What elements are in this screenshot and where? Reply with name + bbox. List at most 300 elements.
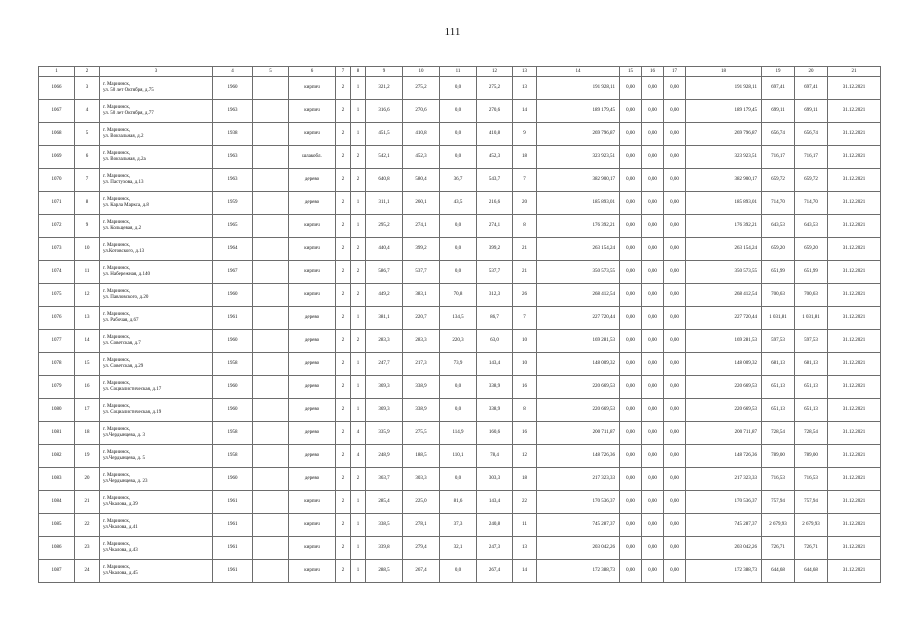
column-number: 10 (403, 67, 440, 77)
area-col12-cell: 274,1 (477, 215, 513, 238)
unit-cost-cell: 643,53 (762, 215, 795, 238)
col13-count-cell: 7 (513, 169, 537, 192)
living-area-cell: 338,9 (403, 376, 440, 399)
floors-cell: 2 (336, 169, 351, 192)
page-number: 111 (444, 26, 461, 38)
area-col11-cell: 134,5 (440, 307, 477, 330)
floors-cell: 2 (336, 491, 351, 514)
table-row (39, 560, 881, 583)
col15-cell: 0,00 (620, 169, 642, 192)
column-number: 8 (351, 67, 366, 77)
cost-cell: 220 669,53 (537, 399, 620, 422)
col15-cell: 0,00 (620, 353, 642, 376)
registry-number-cell: 1087 (39, 560, 75, 583)
living-area-cell: 580,4 (403, 169, 440, 192)
area-col12-cell: 452,3 (477, 146, 513, 169)
column-5-cell (253, 192, 289, 215)
cost-cell: 263 154,24 (537, 238, 620, 261)
cost-total-cell: 170 536,37 (686, 491, 762, 514)
housing-registry-table (38, 66, 881, 583)
unit-cost-2-cell: 699,11 (795, 100, 828, 123)
registry-number-cell: 1078 (39, 353, 75, 376)
column-number: 5 (253, 67, 289, 77)
entrances-cell: 1 (351, 376, 366, 399)
table-row (39, 215, 881, 238)
entrances-cell: 2 (351, 261, 366, 284)
unit-cost-cell: 714,70 (762, 192, 795, 215)
unit-cost-2-cell: 681,13 (795, 353, 828, 376)
floors-cell: 2 (336, 100, 351, 123)
col13-count-cell: 13 (513, 537, 537, 560)
column-5-cell (253, 491, 289, 514)
table-row (39, 307, 881, 330)
address-street: ул. Вокзальная, д.2а (103, 157, 146, 162)
col17-cell: 0,00 (664, 560, 686, 583)
cost-cell: 745 287,37 (537, 514, 620, 537)
registry-number-cell: 1082 (39, 445, 75, 468)
unit-cost-2-cell: 2 679,93 (795, 514, 828, 537)
address-city: г. Мариинск, (103, 381, 131, 386)
col17-cell: 0,00 (664, 399, 686, 422)
entrances-cell: 1 (351, 215, 366, 238)
floors-cell: 2 (336, 399, 351, 422)
col15-cell: 0,00 (620, 215, 642, 238)
address-cell (100, 261, 213, 284)
living-area-cell: 188,5 (403, 445, 440, 468)
col17-cell: 0,00 (664, 307, 686, 330)
table-row (39, 100, 881, 123)
address-cell (100, 307, 213, 330)
entrances-cell: 1 (351, 514, 366, 537)
year-built-cell: 1960 (213, 468, 253, 491)
column-number: 2 (75, 67, 100, 77)
col16-cell: 0,00 (642, 169, 664, 192)
unit-cost-2-cell: 651,13 (795, 399, 828, 422)
floors-cell: 2 (336, 514, 351, 537)
column-5-cell (253, 77, 289, 100)
living-area-cell: 383,1 (403, 284, 440, 307)
col15-cell: 0,00 (620, 399, 642, 422)
row-index-cell: 12 (75, 284, 100, 307)
table-row (39, 284, 881, 307)
living-area-cell: 399,2 (403, 238, 440, 261)
address-cell (100, 330, 213, 353)
registry-number-cell: 1076 (39, 307, 75, 330)
col16-cell: 0,00 (642, 422, 664, 445)
unit-cost-cell: 700,63 (762, 284, 795, 307)
date-cell: 31.12.2021 (828, 537, 881, 560)
table-row (39, 353, 881, 376)
area-col12-cell: 160,6 (477, 422, 513, 445)
cost-cell: 350 573,55 (537, 261, 620, 284)
living-area-cell: 270,6 (403, 100, 440, 123)
living-area-cell: 279,4 (403, 537, 440, 560)
area-col12-cell: 267,4 (477, 560, 513, 583)
cost-total-cell: 191 928,11 (686, 77, 762, 100)
area-col12-cell: 63,0 (477, 330, 513, 353)
row-index-cell: 11 (75, 261, 100, 284)
area-col12-cell: 338,9 (477, 376, 513, 399)
date-cell: 31.12.2021 (828, 261, 881, 284)
column-number: 4 (213, 67, 253, 77)
col16-cell: 0,00 (642, 284, 664, 307)
col16-cell: 0,00 (642, 192, 664, 215)
floors-cell: 2 (336, 307, 351, 330)
row-index-cell: 20 (75, 468, 100, 491)
unit-cost-2-cell: 714,70 (795, 192, 828, 215)
wall-material-cell: кирпич (289, 514, 336, 537)
registry-number-cell: 1066 (39, 77, 75, 100)
address-city: г. Мариинск, (103, 151, 131, 156)
date-cell: 31.12.2021 (828, 491, 881, 514)
col17-cell: 0,00 (664, 491, 686, 514)
total-area-cell: 311,1 (366, 192, 403, 215)
area-col12-cell: 275,2 (477, 77, 513, 100)
cost-total-cell: 172 388,73 (686, 560, 762, 583)
wall-material-cell: дерево (289, 399, 336, 422)
cost-total-cell: 268 412,54 (686, 284, 762, 307)
column-number: 16 (642, 67, 664, 77)
date-cell: 31.12.2021 (828, 77, 881, 100)
living-area-cell: 275,2 (403, 77, 440, 100)
year-built-cell: 1958 (213, 353, 253, 376)
registry-number-cell: 1067 (39, 100, 75, 123)
address-city: г. Мариинск, (103, 565, 131, 570)
cost-total-cell: 220 669,53 (686, 376, 762, 399)
col16-cell: 0,00 (642, 330, 664, 353)
column-number: 18 (686, 67, 762, 77)
year-built-cell: 1963 (213, 146, 253, 169)
wall-material-cell: дерево (289, 192, 336, 215)
unit-cost-cell: 651,13 (762, 399, 795, 422)
address-city: г. Мариинск, (103, 519, 131, 524)
area-col11-cell: 0,0 (440, 238, 477, 261)
address-city: г. Мариинск, (103, 220, 131, 225)
col13-count-cell: 14 (513, 100, 537, 123)
cost-cell: 148 726,36 (537, 445, 620, 468)
date-cell: 31.12.2021 (828, 353, 881, 376)
address-cell (100, 238, 213, 261)
table-row (39, 399, 881, 422)
area-col11-cell: 114,9 (440, 422, 477, 445)
living-area-cell: 537,7 (403, 261, 440, 284)
column-5-cell (253, 100, 289, 123)
total-area-cell: 640,8 (366, 169, 403, 192)
col17-cell: 0,00 (664, 284, 686, 307)
col13-count-cell: 11 (513, 514, 537, 537)
address-cell (100, 284, 213, 307)
unit-cost-2-cell: 1 031,81 (795, 307, 828, 330)
column-5-cell (253, 123, 289, 146)
living-area-cell: 260,1 (403, 192, 440, 215)
registry-number-cell: 1075 (39, 284, 75, 307)
total-area-cell: 369,3 (366, 399, 403, 422)
wall-material-cell: дерево (289, 330, 336, 353)
date-cell: 31.12.2021 (828, 468, 881, 491)
col16-cell: 0,00 (642, 123, 664, 146)
total-area-cell: 338,5 (366, 514, 403, 537)
unit-cost-cell: 659,72 (762, 169, 795, 192)
year-built-cell: 1963 (213, 169, 253, 192)
address-street: ул. Павловского, д.20 (103, 295, 149, 300)
date-cell: 31.12.2021 (828, 376, 881, 399)
total-area-cell: 440,4 (366, 238, 403, 261)
address-street: ул.Чердынцева, д. 5 (103, 456, 145, 461)
unit-cost-2-cell: 651,13 (795, 376, 828, 399)
col17-cell: 0,00 (664, 215, 686, 238)
unit-cost-cell: 651,13 (762, 376, 795, 399)
registry-number-cell: 1074 (39, 261, 75, 284)
year-built-cell: 1958 (213, 445, 253, 468)
area-col12-cell: 543,7 (477, 169, 513, 192)
address-cell (100, 77, 213, 100)
col16-cell: 0,00 (642, 307, 664, 330)
address-city: г. Мариинск, (103, 289, 131, 294)
address-street: ул. Советская, д.7 (103, 341, 141, 346)
col17-cell: 0,00 (664, 146, 686, 169)
entrances-cell: 1 (351, 491, 366, 514)
col16-cell: 0,00 (642, 399, 664, 422)
entrances-cell: 1 (351, 307, 366, 330)
year-built-cell: 1960 (213, 399, 253, 422)
cost-total-cell: 269 796,87 (686, 123, 762, 146)
cost-cell: 203 042,26 (537, 537, 620, 560)
total-area-cell: 285,4 (366, 491, 403, 514)
table-row (39, 537, 881, 560)
column-5-cell (253, 560, 289, 583)
wall-material-cell: дерево (289, 353, 336, 376)
living-area-cell: 452,3 (403, 146, 440, 169)
unit-cost-cell: 716,17 (762, 146, 795, 169)
unit-cost-2-cell: 728,54 (795, 422, 828, 445)
col13-count-cell: 18 (513, 468, 537, 491)
cost-total-cell: 185 893,01 (686, 192, 762, 215)
registry-number-cell: 1084 (39, 491, 75, 514)
living-area-cell: 410,8 (403, 123, 440, 146)
total-area-cell: 363,7 (366, 468, 403, 491)
cost-total-cell: 227 720,44 (686, 307, 762, 330)
date-cell: 31.12.2021 (828, 399, 881, 422)
unit-cost-cell: 2 679,93 (762, 514, 795, 537)
cost-cell: 268 412,54 (537, 284, 620, 307)
address-city: г. Мариинск, (103, 404, 131, 409)
col17-cell: 0,00 (664, 445, 686, 468)
col17-cell: 0,00 (664, 468, 686, 491)
cost-total-cell: 382 900,17 (686, 169, 762, 192)
entrances-cell: 1 (351, 560, 366, 583)
address-city: г. Мариинск, (103, 82, 131, 87)
year-built-cell: 1961 (213, 537, 253, 560)
row-index-cell: 9 (75, 215, 100, 238)
col15-cell: 0,00 (620, 77, 642, 100)
address-cell (100, 468, 213, 491)
col16-cell: 0,00 (642, 491, 664, 514)
area-col12-cell: 303,3 (477, 468, 513, 491)
unit-cost-cell: 681,13 (762, 353, 795, 376)
col15-cell: 0,00 (620, 123, 642, 146)
total-area-cell: 321,2 (366, 77, 403, 100)
date-cell: 31.12.2021 (828, 100, 881, 123)
cost-total-cell: 203 042,26 (686, 537, 762, 560)
column-5-cell (253, 376, 289, 399)
area-col12-cell: 78,4 (477, 445, 513, 468)
column-number: 12 (477, 67, 513, 77)
col15-cell: 0,00 (620, 491, 642, 514)
col13-count-cell: 20 (513, 192, 537, 215)
entrances-cell: 1 (351, 192, 366, 215)
col16-cell: 0,00 (642, 238, 664, 261)
address-street: ул.Чердынцева, д. 23 (103, 479, 148, 484)
floors-cell: 2 (336, 468, 351, 491)
year-built-cell: 1960 (213, 376, 253, 399)
address-street: ул. 50 лет Октября, д.77 (103, 111, 154, 116)
living-area-cell: 338,9 (403, 399, 440, 422)
address-street: ул.Котовского, д.13 (103, 249, 145, 254)
total-area-cell: 586,7 (366, 261, 403, 284)
col15-cell: 0,00 (620, 422, 642, 445)
unit-cost-cell: 789,00 (762, 445, 795, 468)
column-5-cell (253, 261, 289, 284)
col16-cell: 0,00 (642, 468, 664, 491)
column-number: 20 (795, 67, 828, 77)
col17-cell: 0,00 (664, 376, 686, 399)
table-row (39, 514, 881, 537)
address-street: ул.Чкалова, д.41 (103, 525, 138, 530)
cost-cell: 227 720,44 (537, 307, 620, 330)
floors-cell: 2 (336, 192, 351, 215)
date-cell: 31.12.2021 (828, 123, 881, 146)
row-index-cell: 15 (75, 353, 100, 376)
cost-cell: 169 281,53 (537, 330, 620, 353)
area-col11-cell: 0,0 (440, 560, 477, 583)
table-row (39, 376, 881, 399)
area-col11-cell: 70,8 (440, 284, 477, 307)
unit-cost-2-cell: 644,68 (795, 560, 828, 583)
cost-total-cell: 148 009,32 (686, 353, 762, 376)
table-row (39, 491, 881, 514)
area-col12-cell: 338,9 (477, 399, 513, 422)
cost-cell: 189 179,45 (537, 100, 620, 123)
col17-cell: 0,00 (664, 422, 686, 445)
unit-cost-cell: 659,20 (762, 238, 795, 261)
wall-material-cell: кирпич (289, 261, 336, 284)
col15-cell: 0,00 (620, 284, 642, 307)
cost-total-cell: 350 573,55 (686, 261, 762, 284)
unit-cost-cell: 716,53 (762, 468, 795, 491)
col15-cell: 0,00 (620, 330, 642, 353)
column-5-cell (253, 422, 289, 445)
col15-cell: 0,00 (620, 468, 642, 491)
col16-cell: 0,00 (642, 514, 664, 537)
area-col12-cell: 410,8 (477, 123, 513, 146)
unit-cost-2-cell: 659,72 (795, 169, 828, 192)
year-built-cell: 1963 (213, 100, 253, 123)
area-col11-cell: 0,0 (440, 215, 477, 238)
row-index-cell: 13 (75, 307, 100, 330)
registry-number-cell: 1069 (39, 146, 75, 169)
row-index-cell: 24 (75, 560, 100, 583)
area-col11-cell: 0,0 (440, 77, 477, 100)
col13-count-cell: 21 (513, 261, 537, 284)
cost-total-cell: 217 323,33 (686, 468, 762, 491)
col16-cell: 0,00 (642, 537, 664, 560)
cost-cell: 382 900,17 (537, 169, 620, 192)
column-number: 11 (440, 67, 477, 77)
column-number: 17 (664, 67, 686, 77)
entrances-cell: 2 (351, 169, 366, 192)
date-cell: 31.12.2021 (828, 514, 881, 537)
row-index-cell: 18 (75, 422, 100, 445)
address-cell (100, 445, 213, 468)
year-built-cell: 1958 (213, 422, 253, 445)
col17-cell: 0,00 (664, 261, 686, 284)
year-built-cell: 1961 (213, 560, 253, 583)
col13-count-cell: 7 (513, 307, 537, 330)
entrances-cell: 1 (351, 100, 366, 123)
col15-cell: 0,00 (620, 514, 642, 537)
col15-cell: 0,00 (620, 261, 642, 284)
address-street: ул. Пастухова, д.13 (103, 180, 144, 185)
table-row (39, 261, 881, 284)
unit-cost-cell: 697,41 (762, 77, 795, 100)
col17-cell: 0,00 (664, 123, 686, 146)
address-street: ул.Чердынцева, д. 3 (103, 433, 145, 438)
col17-cell: 0,00 (664, 537, 686, 560)
address-city: г. Мариинск, (103, 496, 131, 501)
address-city: г. Мариинск, (103, 358, 131, 363)
wall-material-cell: дерево (289, 376, 336, 399)
address-city: г. Мариинск, (103, 243, 131, 248)
unit-cost-2-cell: 716,53 (795, 468, 828, 491)
wall-material-cell: кирпич (289, 77, 336, 100)
address-street: ул.Чкалова, д.43 (103, 548, 138, 553)
wall-material-cell: дерево (289, 169, 336, 192)
table-row (39, 123, 881, 146)
row-index-cell: 8 (75, 192, 100, 215)
col13-count-cell: 16 (513, 422, 537, 445)
floors-cell: 2 (336, 284, 351, 307)
col16-cell: 0,00 (642, 261, 664, 284)
living-area-cell: 283,3 (403, 330, 440, 353)
area-col11-cell: 81,6 (440, 491, 477, 514)
year-built-cell: 1967 (213, 261, 253, 284)
area-col12-cell: 399,2 (477, 238, 513, 261)
area-col12-cell: 240,8 (477, 514, 513, 537)
entrances-cell: 1 (351, 77, 366, 100)
area-col12-cell: 537,7 (477, 261, 513, 284)
column-5-cell (253, 445, 289, 468)
area-col11-cell: 0,0 (440, 261, 477, 284)
wall-material-cell: кирпич (289, 100, 336, 123)
unit-cost-2-cell: 597,53 (795, 330, 828, 353)
entrances-cell: 2 (351, 146, 366, 169)
column-5-cell (253, 284, 289, 307)
unit-cost-2-cell: 757,94 (795, 491, 828, 514)
registry-number-cell: 1079 (39, 376, 75, 399)
cost-total-cell: 169 281,53 (686, 330, 762, 353)
entrances-cell: 2 (351, 238, 366, 261)
wall-material-cell: дерево (289, 468, 336, 491)
area-col11-cell: 220,3 (440, 330, 477, 353)
floors-cell: 2 (336, 330, 351, 353)
unit-cost-2-cell: 659,20 (795, 238, 828, 261)
area-col12-cell: 86,7 (477, 307, 513, 330)
address-cell (100, 353, 213, 376)
cost-cell: 185 893,01 (537, 192, 620, 215)
area-col11-cell: 0,0 (440, 100, 477, 123)
address-cell (100, 422, 213, 445)
floors-cell: 2 (336, 537, 351, 560)
